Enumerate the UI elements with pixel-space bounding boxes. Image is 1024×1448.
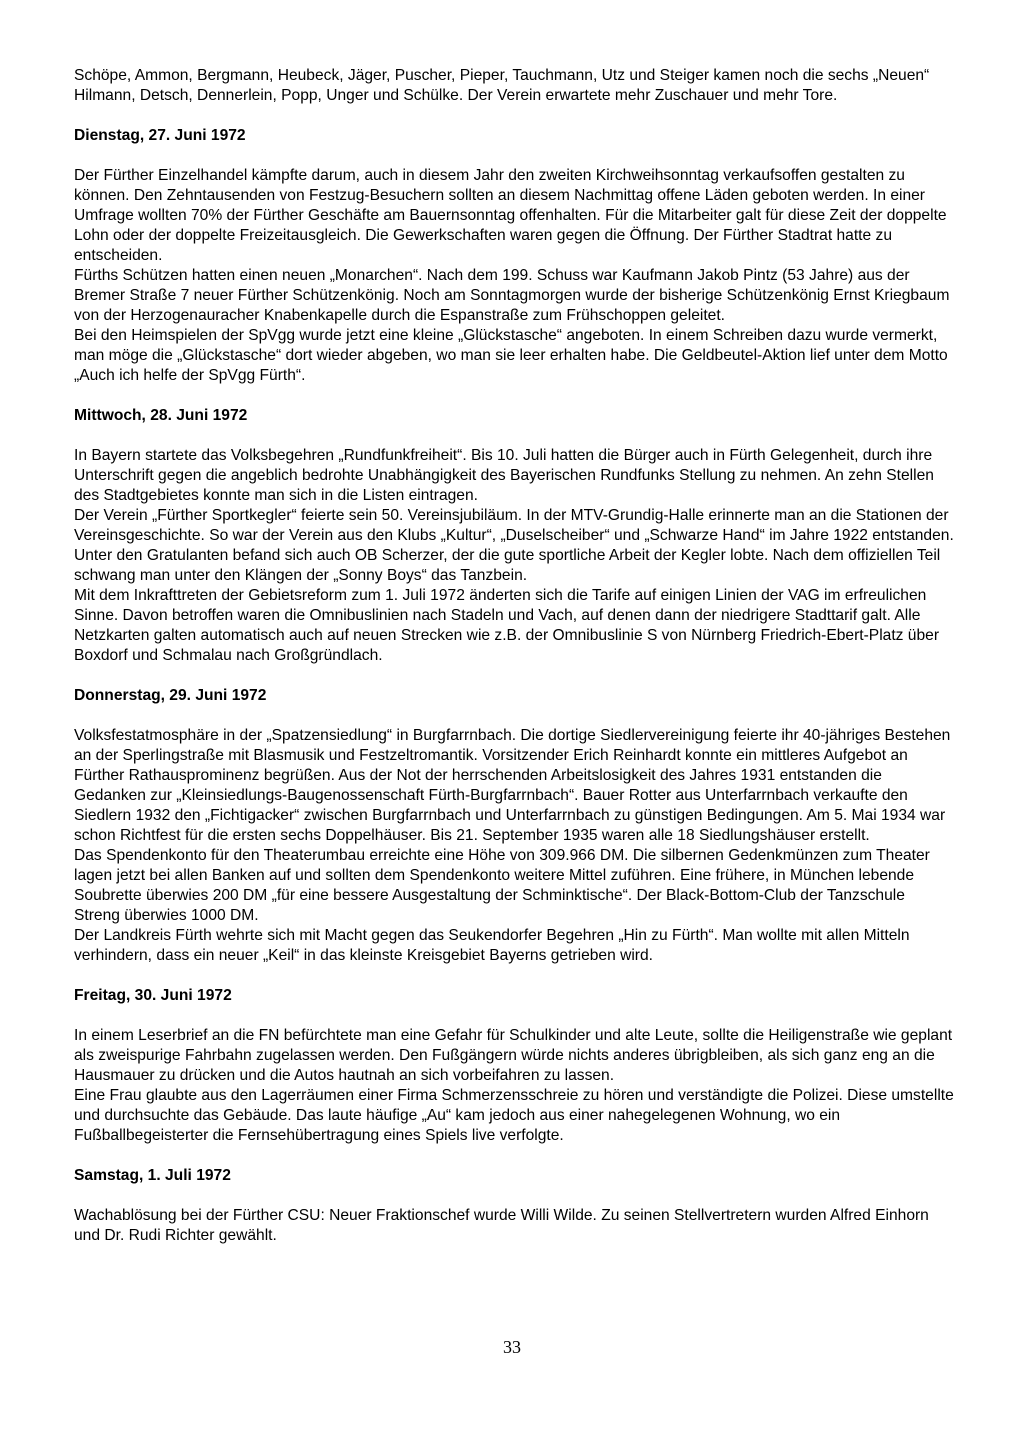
section-dienstag-27-juni [74, 126, 954, 386]
paragraph: Der Fürther Einzelhandel kämpfte darum, auch in diesem Jahr den zweiten Kirchweihsonntag verkaufsoffen gestalten zu können. Den Zehntausenden von Festzug-Besuchern sollten an diesem Nachmittag offene Läden geboten werden. In einer Umfrage wollten 70% der Fürther Geschäfte am Bauernsonntag offenhalten. Für die Mitarbeiter galt für diese Zeit der doppelte Lohn oder der doppelte Freizeitausgleich. Die Gewerkschaften waren gegen die Öffnung. Der Fürther Stadtrat hatte zu entscheiden. [74, 167, 947, 264]
paragraph: Wachablösung bei der Fürther CSU: Neuer Fraktionschef wurde Willi Wilde. Zu seinen Stellvertretern wurden Alfred Einhorn und Dr. Rudi Richter gewählt. [74, 1207, 929, 1244]
day-heading: Samstag, 1. Juli 1972 [74, 1167, 231, 1184]
day-heading: Donnerstag, 29. Juni 1972 [74, 687, 267, 704]
paragraph: Volksfestatmosphäre in der „Spatzensiedlung“ in Burgfarrnbach. Die dortige Siedlervereinigung feierte ihr 40-jähriges Bestehen an der Sperlingstraße mit Blasmusik und Festzeltromantik. Vorsitzender Erich Reinhardt konnte ein mittleres Aufgebot an Fürther Rathausprominenz begrüßen. Aus der Not der herrschenden Arbeitslosigkeit des Jahres 1931 entstanden die Gedanken zur „Kleinsiedlungs-Baugenossenschaft Fürth-Burgfarrnbach“. Bauer Rotter aus Unterfarrnbach verkaufte den Siedlern 1932 den „Fichtigacker“ zwischen Burgfarrnbach und Unterfarrnbach zu günstigen Bedingungen. Am 5. Mai 1934 war schon Richtfest für die ersten sechs Doppelhäuser. Bis 21. September 1935 waren alle 18 Siedlungshäuser erstellt. [74, 727, 951, 844]
paragraph: Fürths Schützen hatten einen neuen „Monarchen“. Nach dem 199. Schuss war Kaufmann Jakob Pintz (53 Jahre) aus der Bremer Straße 7 neuer Fürther Schützenkönig. Noch am Sonntagmorgen wurde der bisherige Schützenkönig Ernst Kriegbaum von der Herzogenauracher Knabenkapelle durch die Espanstraße zum Frühschoppen geleitet. [74, 267, 950, 324]
page-footer [0, 1336, 1024, 1358]
paragraph: Der Verein „Fürther Sportkegler“ feierte sein 50. Vereinsjubiläum. In der MTV-Grundig-Halle erinnerte man an die Stationen der Vereinsgeschichte. So war der Verein aus den Klubs „Kultur“, „Duselscheiber“ und „Schwarze Hand“ im Jahre 1922 entstanden. Unter den Gratulanten befand sich auch OB Scherzer, der die gute sportliche Arbeit der Kegler lobte. Nach dem offiziellen Teil schwang man unter den Klängen der „Sonny Boys“ das Tanzbein. [74, 507, 954, 584]
section-freitag-30-juni [74, 986, 954, 1146]
section-intro [74, 66, 954, 106]
day-heading: Dienstag, 27. Juni 1972 [74, 127, 246, 144]
day-heading: Freitag, 30. Juni 1972 [74, 987, 232, 1004]
section-donnerstag-29-juni [74, 686, 954, 966]
paragraph: Der Landkreis Fürth wehrte sich mit Macht gegen das Seukendorfer Begehren „Hin zu Fürth“. Man wollte mit allen Mitteln verhindern, dass ein neuer „Keil“ in das kleinste Kreisgebiet Bayerns getrieben wird. [74, 927, 910, 964]
section-mittwoch-28-juni [74, 406, 954, 666]
paragraph: In einem Leserbrief an die FN befürchtete man eine Gefahr für Schulkinder und alte Leute, sollte die Heiligenstraße wie geplant als zweispurige Fahrbahn zugelassen werden. Den Fußgängern würde nichts anderes übrigbleiben, als sich ganz eng an die Hausmauer zu drücken und die Autos hautnah an sich vorbeifahren zu lassen. [74, 1027, 953, 1084]
paragraph: Schöpe, Ammon, Bergmann, Heubeck, Jäger, Puscher, Pieper, Tauchmann, Utz und Steiger kamen noch die sechs „Neuen“ Hilmann, Detsch, Dennerlein, Popp, Unger und Schülke. Der Verein erwartete mehr Zuschauer und mehr Tore. [74, 67, 930, 104]
paragraph: Das Spendenkonto für den Theaterumbau erreichte eine Höhe von 309.966 DM. Die silbernen Gedenkmünzen zum Theater lagen jetzt bei allen Banken auf und sollten dem Spendenkonto weitere Mittel zuführen. Eine frühere, in München lebende Soubrette überwies 200 DM „für eine bessere Ausgestaltung der Schminktische“. Der Black-Bottom-Club der Tanzschule Streng überwies 1000 DM. [74, 847, 930, 924]
page-number: 33 [503, 1337, 521, 1357]
document-body [74, 66, 954, 1246]
paragraph: In Bayern startete das Volksbegehren „Rundfunkfreiheit“. Bis 10. Juli hatten die Bürger auch in Fürth Gelegenheit, durch ihre Unterschrift gegen die angeblich bedrohte Unabhängigkeit des Bayerischen Rundfunks Stellung zu nehmen. An zehn Stellen des Stadtgebietes konnte man sich in die Listen eintragen. [74, 447, 934, 504]
day-heading: Mittwoch, 28. Juni 1972 [74, 407, 248, 424]
paragraph: Mit dem Inkrafttreten der Gebietsreform zum 1. Juli 1972 änderten sich die Tarife auf einigen Linien der VAG im erfreulichen Sinne. Davon betroffen waren die Omnibuslinien nach Stadeln und Vach, auf denen dann der niedrigere Stadttarif galt. Alle Netzkarten galten automatisch auch auf neuen Strecken wie z.B. der Omnibuslinie S von Nürnberg Friedrich-Ebert-Platz über Boxdorf und Schmalau nach Großgründlach. [74, 587, 940, 664]
paragraph: Eine Frau glaubte aus den Lagerräumen einer Firma Schmerzensschreie zu hören und verständigte die Polizei. Diese umstellte und durchsuchte das Gebäude. Das laute häufige „Au“ kam jedoch aus einer nahegelegenen Wohnung, wo ein Fußballbegeisterter die Fernsehübertragung eines Spiels live verfolgte. [74, 1087, 954, 1144]
paragraph: Bei den Heimspielen der SpVgg wurde jetzt eine kleine „Glückstasche“ angeboten. In einem Schreiben dazu wurde vermerkt, man möge die „Glückstasche“ dort wieder abgeben, wo man sie leer erhalten habe. Die Geldbeutel-Aktion lief unter dem Motto „Auch ich helfe der SpVgg Fürth“. [74, 327, 948, 384]
section-samstag-1-juli [74, 1166, 954, 1246]
